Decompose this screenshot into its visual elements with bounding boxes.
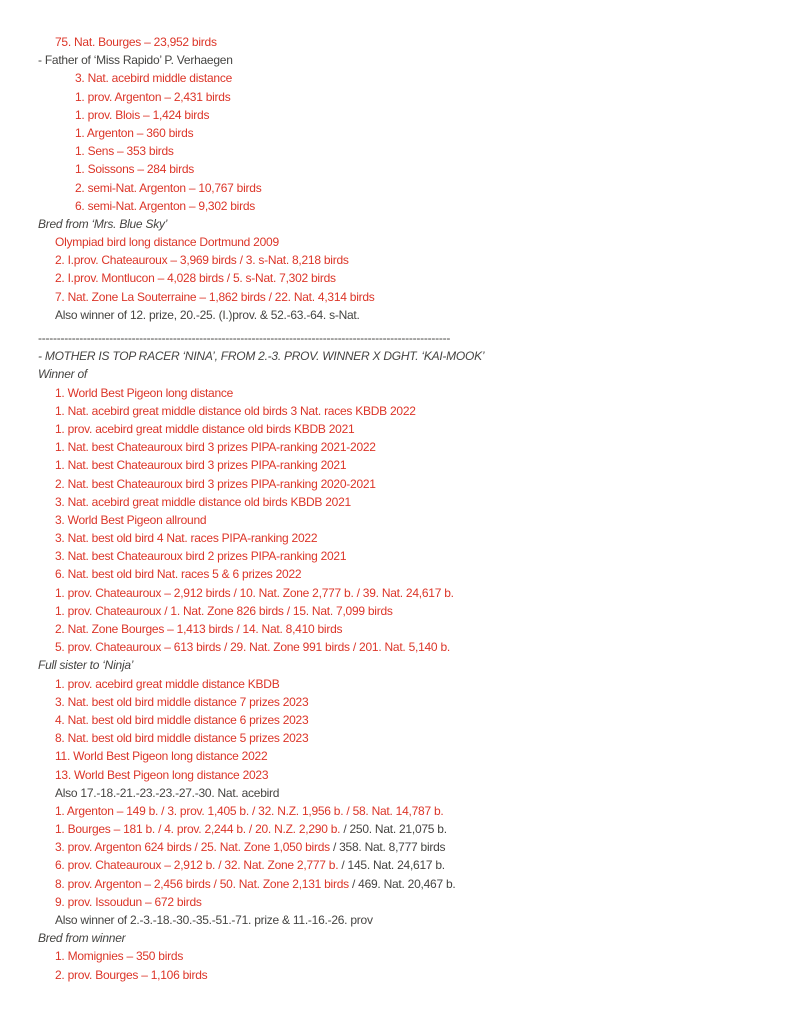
line-text: 1. Sens – 353 birds: [75, 144, 174, 159]
pedigree-line: [75, 124, 791, 142]
pedigree-line: [55, 288, 791, 306]
pedigree-line: [55, 384, 791, 402]
pedigree-line: [55, 966, 791, 984]
pedigree-line: [55, 838, 791, 856]
pedigree-line: [75, 179, 791, 197]
line-text: 3. Nat. acebird great middle distance old birds KBDB 2021: [55, 494, 351, 509]
pedigree-line: [55, 511, 791, 529]
line-text: Winner of: [38, 367, 87, 382]
line-text: 11. World Best Pigeon long distance 2022: [55, 749, 268, 764]
line-text-black-tail: / 145. Nat. 24,617 b.: [341, 858, 445, 873]
line-text: 3. prov. Argenton 624 birds / 25. Nat. Zone 1,050 birds: [55, 840, 333, 855]
pedigree-line: [55, 529, 791, 547]
pedigree-line: [55, 875, 791, 893]
pedigree-line: [55, 233, 791, 251]
pedigree-line: [55, 911, 791, 929]
pedigree-line: [55, 802, 791, 820]
pedigree-line: [55, 602, 791, 620]
line-text: 2. I.prov. Chateauroux – 3,969 birds / 3. s-Nat. 8,218 birds: [55, 253, 349, 268]
line-text: Also winner of 2.-3.-18.-30.-35.-51.-71. prize & 11.-16.-26. prov: [55, 913, 373, 927]
line-text: 9. prov. Issoudun – 672 birds: [55, 894, 202, 909]
pedigree-line: [55, 675, 791, 693]
line-text: 1. prov. Argenton – 2,431 birds: [75, 89, 231, 104]
pedigree-line: [55, 893, 791, 911]
pedigree-line: [55, 947, 791, 965]
line-text: 3. Nat. best old bird 4 Nat. races PIPA-ranking 2022: [55, 531, 318, 546]
pedigree-line: [55, 711, 791, 729]
pedigree-line: [38, 656, 791, 674]
separator-line: --------------------------------------------------------------------------------------------------------------: [38, 331, 451, 345]
pedigree-line: [75, 142, 791, 160]
pedigree-line: [55, 420, 791, 438]
line-text: 8. Nat. best old bird middle distance 5 prizes 2023: [55, 731, 309, 746]
line-text: 6. prov. Chateauroux – 2,912 b. / 32. Nat. Zone 2,777 b.: [55, 858, 342, 873]
line-text: 1. Momignies – 350 birds: [55, 949, 184, 964]
line-text: 3. Nat. best old bird middle distance 7 prizes 2023: [55, 694, 309, 709]
line-text: Olympiad bird long distance Dortmund 2009: [55, 235, 279, 250]
pedigree-line: [38, 215, 791, 233]
pedigree-line: [55, 438, 791, 456]
line-text: 1. Bourges – 181 b. / 4. prov. 2,244 b. / 20. N.Z. 2,290 b.: [55, 822, 344, 837]
line-text: 1. prov. acebird great middle distance old birds KBDB 2021: [55, 421, 355, 436]
pedigree-line: [55, 493, 791, 511]
pedigree-line: [38, 365, 791, 383]
line-text: 2. Nat. best Chateauroux bird 3 prizes PIPA-ranking 2020-2021: [55, 476, 376, 491]
pedigree-line: [55, 456, 791, 474]
line-text: 1. Argenton – 149 b. / 3. prov. 1,405 b. / 32. N.Z. 1,956 b. / 58. Nat. 14,787 b.: [55, 803, 444, 818]
pedigree-line: [38, 51, 791, 69]
line-text: Bred from winner: [38, 931, 126, 946]
pedigree-line: [55, 547, 791, 565]
pedigree-line: [55, 693, 791, 711]
pedigree-line: [75, 160, 791, 178]
pedigree-line: [55, 33, 791, 51]
pedigree-line: [75, 197, 791, 215]
line-text: Full sister to ‘Ninja’: [38, 658, 134, 673]
line-text: 1. World Best Pigeon long distance: [55, 385, 234, 400]
line-text: - Father of ‘Miss Rapido’ P. Verhaegen: [38, 53, 233, 68]
pedigree-line: [55, 856, 791, 874]
line-text: 1. prov. acebird great middle distance KBDB: [55, 676, 280, 691]
line-text-black-tail: / 358. Nat. 8,777 birds: [332, 840, 446, 855]
line-text: 3. World Best Pigeon allround: [55, 512, 207, 527]
pedigree-line: [55, 620, 791, 638]
line-text: 1. Nat. best Chateauroux bird 3 prizes PIPA-ranking 2021-2022: [55, 440, 376, 455]
pedigree-line: [55, 784, 791, 802]
line-text: 2. I.prov. Montlucon – 4,028 birds / 5. s-Nat. 7,302 birds: [55, 271, 336, 286]
line-text: 7. Nat. Zone La Souterraine – 1,862 birds / 22. Nat. 4,314 birds: [55, 289, 375, 304]
pedigree-line: [55, 475, 791, 493]
line-text: 3. Nat. acebird middle distance: [75, 71, 233, 86]
pedigree-line: [55, 638, 791, 656]
pedigree-line: [55, 584, 791, 602]
pedigree-line: [38, 347, 791, 365]
line-text: 2. prov. Bourges – 1,106 birds: [55, 967, 208, 982]
line-text-black-tail: / 469. Nat. 20,467 b.: [351, 876, 456, 891]
line-text-black-tail: / 250. Nat. 21,075 b.: [343, 822, 447, 837]
line-text: 5. prov. Chateauroux – 613 birds / 29. Nat. Zone 991 birds / 201. Nat. 5,140 b.: [55, 640, 450, 655]
pedigree-line: [75, 69, 791, 87]
pedigree-line: [55, 820, 791, 838]
line-text: 8. prov. Argenton – 2,456 birds / 50. Nat. Zone 2,131 birds: [55, 876, 352, 891]
pedigree-line: [55, 306, 791, 324]
line-text: 6. Nat. best old bird Nat. races 5 & 6 prizes 2022: [55, 567, 302, 582]
line-text: 4. Nat. best old bird middle distance 6 prizes 2023: [55, 712, 309, 727]
pedigree-text-block: [0, 33, 791, 984]
pedigree-line: [55, 402, 791, 420]
line-text: 3. Nat. best Chateauroux bird 2 prizes PIPA-ranking 2021: [55, 549, 347, 564]
line-text: 2. Nat. Zone Bourges – 1,413 birds / 14. Nat. 8,410 birds: [55, 622, 343, 636]
line-text: 1. Argenton – 360 birds: [75, 125, 194, 140]
line-text: 1. prov. Blois – 1,424 birds: [75, 107, 210, 122]
line-text: Also 17.-18.-21.-23.-23.-27.-30. Nat. acebird: [55, 785, 280, 800]
line-text: - MOTHER IS TOP RACER ‘NINA’, FROM 2.-3. PROV. WINNER X DGHT. ‘KAI-MOOK’: [38, 349, 485, 364]
line-text: Bred from ‘Mrs. Blue Sky’: [38, 216, 168, 231]
line-text: 13. World Best Pigeon long distance 2023: [55, 767, 269, 782]
line-text: 75. Nat. Bourges – 23,952 birds: [55, 35, 217, 49]
line-text: 1. Nat. acebird great middle distance old birds 3 Nat. races KBDB 2022: [55, 403, 416, 418]
line-text: 1. prov. Chateauroux – 2,912 birds / 10. Nat. Zone 2,777 b. / 39. Nat. 24,617 b.: [55, 585, 454, 600]
line-text: 1. Soissons – 284 birds: [75, 162, 194, 177]
pedigree-line: [55, 565, 791, 583]
pedigree-line: [55, 269, 791, 287]
line-text: 1. prov. Chateauroux / 1. Nat. Zone 826 birds / 15. Nat. 7,099 birds: [55, 603, 393, 618]
pedigree-line: [55, 251, 791, 269]
line-text: Also winner of 12. prize, 20.-25. (I.)prov. & 52.-63.-64. s-Nat.: [55, 307, 360, 322]
pedigree-line: [55, 747, 791, 765]
line-text: 1. Nat. best Chateauroux bird 3 prizes PIPA-ranking 2021: [55, 458, 347, 473]
line-text: 6. semi-Nat. Argenton – 9,302 birds: [75, 198, 256, 213]
pedigree-line: [75, 88, 791, 106]
line-text: 2. semi-Nat. Argenton – 10,767 birds: [75, 180, 262, 195]
pedigree-line: [55, 766, 791, 784]
pedigree-line: [38, 929, 791, 947]
pedigree-line: [75, 106, 791, 124]
pedigree-line: [55, 729, 791, 747]
